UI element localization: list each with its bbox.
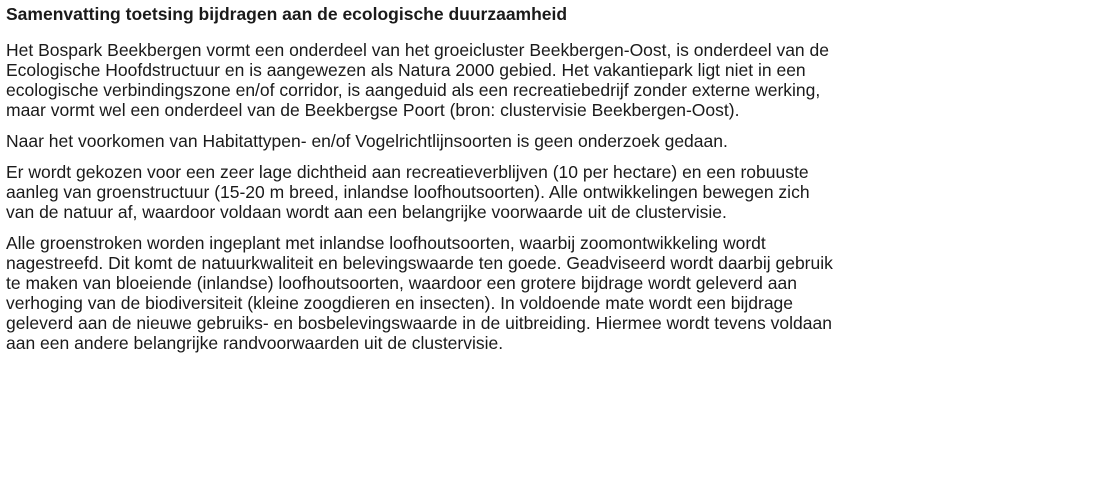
text-line: Het Bospark Beekbergen vormt een onderdeel van het groeicluster Beekbergen-Oost, is onderdeel van de bbox=[6, 40, 829, 60]
text-line: geleverd aan de nieuwe gebruiks- en bosbelevingswaarde in de uitbreiding. Hiermee wordt tevens voldaan bbox=[6, 313, 832, 333]
text-line: Alle groenstroken worden ingeplant met inlandse loofhoutsoorten, waarbij zoomontwikkeling wordt bbox=[6, 233, 766, 253]
text-line: Er wordt gekozen voor een zeer lage dichtheid aan recreatieverblijven (10 per hectare) en een robuuste bbox=[6, 162, 809, 182]
text-line: Naar het voorkomen van Habitattypen- en/of Vogelrichtlijnsoorten is geen onderzoek gedaan. bbox=[6, 131, 728, 151]
text-line: aanleg van groenstructuur (15-20 m breed, inlandse loofhoutsoorten). Alle ontwikkelingen bewegen zich bbox=[6, 182, 810, 202]
paragraph-1 bbox=[6, 40, 1086, 120]
document-title: Samenvatting toetsing bijdragen aan de ecologische duurzaamheid bbox=[6, 4, 568, 24]
paragraph-3 bbox=[6, 162, 1086, 222]
text-line: nagestreefd. Dit komt de natuurkwaliteit en belevingswaarde ten goede. Geadviseerd wordt daarbij gebruik bbox=[6, 253, 833, 273]
paragraph-2 bbox=[6, 131, 1086, 151]
text-line: verhoging van de biodiversiteit (kleine zoogdieren en insecten). In voldoende mate wordt een bijdrage bbox=[6, 293, 794, 313]
text-line: van de natuur af, waardoor voldaan wordt aan een belangrijke voorwaarde uit de clustervisie. bbox=[6, 202, 727, 222]
text-line: aan een andere belangrijke randvoorwaarden uit de clustervisie. bbox=[6, 333, 504, 353]
document-page bbox=[6, 3, 1086, 364]
text-line: te maken van bloeiende (inlandse) loofhoutsoorten, waardoor een grotere bijdrage wordt geleverd aan bbox=[6, 273, 797, 293]
text-line: ecologische verbindingszone en/of corridor, is aangeduid als een recreatiebedrijf zonder externe werking, bbox=[6, 80, 821, 100]
text-line: Ecologische Hoofdstructuur en is aangewezen als Natura 2000 gebied. Het vakantiepark ligt niet in een bbox=[6, 60, 806, 80]
paragraph-4 bbox=[6, 233, 1086, 353]
text-line: maar vormt wel een onderdeel van de Beekbergse Poort (bron: clustervisie Beekbergen-Oost). bbox=[6, 100, 740, 120]
